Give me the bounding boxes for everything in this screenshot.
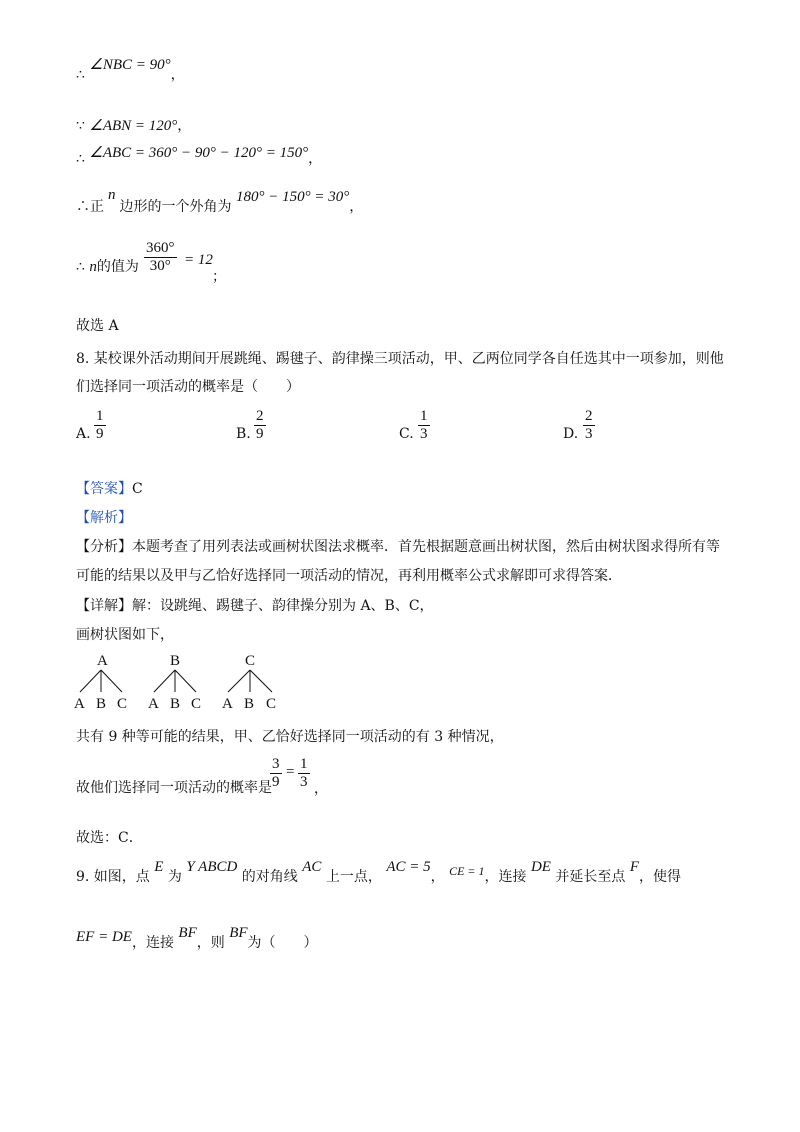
numerator: 3 — [272, 756, 280, 772]
tree-c — [222, 653, 276, 712]
option-c-fraction — [418, 408, 430, 443]
fraction-360-over-30 — [144, 240, 177, 275]
therefore-symbol: ∴ — [76, 67, 85, 83]
angle-expression: ∠NBC = 90° — [89, 57, 171, 73]
text: 边形的一个外角为 — [119, 199, 232, 215]
option-c-letter: C. — [399, 426, 414, 442]
detail-line-1 — [76, 595, 434, 615]
punctuation: ， — [308, 151, 323, 167]
tree-leaf-a: A — [74, 696, 85, 712]
text: 正 — [90, 199, 104, 215]
because-symbol: ∵ — [76, 118, 85, 134]
text: 并延长至点 — [555, 869, 626, 885]
numerator: 1 — [96, 408, 104, 424]
tree-root-b: B — [170, 653, 181, 669]
fenxi-tag: 【分析】 — [76, 539, 132, 555]
tree-root-c: C — [245, 653, 256, 669]
text: ，使得 — [639, 869, 682, 885]
angle-expression: 180° − 150° = 30° — [235, 189, 350, 205]
numerator: 1 — [300, 756, 308, 772]
angle-expression: ∠ABC = 360° − 90° − 120° = 150° — [89, 145, 309, 161]
question-9-line-2 — [76, 925, 318, 952]
denominator: 3 — [420, 426, 428, 442]
branch — [228, 670, 250, 692]
text: ，连接 — [484, 869, 527, 885]
segment-bf: BF — [229, 925, 248, 941]
detail-tag: 【详解】 — [76, 598, 132, 614]
answer-value: C — [132, 481, 143, 497]
solution-line-2 — [76, 115, 191, 135]
option-b-fraction — [254, 408, 266, 443]
punctuation: ， — [177, 118, 192, 134]
tree-leaf-a: A — [148, 696, 159, 712]
detail-line-3: 共有 9 种等可能的结果，甲、乙恰好选择同一项活动的有 3 种情况， — [76, 729, 504, 745]
denominator: 3 — [585, 426, 593, 442]
text: 为 — [167, 869, 182, 885]
text: ，则 — [196, 935, 225, 951]
punctuation: ， — [314, 781, 328, 797]
detail-line-4: 故他们选择同一项活动的概率是 — [76, 780, 272, 796]
option-b-letter: B. — [236, 426, 251, 442]
point-e: E — [154, 859, 164, 875]
therefore-symbol: ∴ — [76, 151, 85, 167]
text: ， — [430, 869, 445, 885]
tree-leaf-c: C — [266, 696, 277, 712]
option-a-fraction — [94, 408, 106, 443]
option-d-letter: D. — [563, 426, 579, 442]
denominator: 30° — [149, 258, 171, 274]
text: ，连接 — [131, 935, 174, 951]
ac-equals-5: AC = 5 — [386, 859, 431, 875]
ce-equals-1: CE = 1 — [449, 864, 485, 878]
denominator: 3 — [300, 774, 308, 790]
ef-equals-de: EF = DE — [76, 929, 132, 945]
parallelogram-abcd: Y ABCD — [186, 859, 238, 875]
tree-a — [74, 653, 127, 712]
numerator: 360° — [146, 240, 175, 256]
numerator: 2 — [256, 408, 264, 424]
tree-leaf-c: C — [191, 696, 202, 712]
question-8-line-1: 8. 某校课外活动期间开展跳绳、踢毽子、韵律操三项活动，甲、乙两位同学各自任选其中一项参加，则他 — [76, 351, 724, 367]
choice-line: 故选 A — [76, 318, 119, 334]
denominator: 9 — [272, 774, 280, 790]
therefore-symbol: ∴ — [76, 259, 85, 275]
tree-b — [148, 653, 201, 712]
text: 的值为 — [96, 259, 139, 275]
analysis-tag: 【解析】 — [76, 510, 132, 526]
variable-n: n — [108, 187, 116, 203]
text: 为（ ） — [247, 935, 318, 951]
tree-root-a: A — [97, 653, 108, 669]
text: 解：设跳绳、踢毽子、韵律操分别为 A、B、C， — [132, 598, 434, 614]
text: 的对角线 — [241, 869, 298, 885]
point-f: F — [629, 859, 640, 875]
branch — [101, 670, 122, 692]
punctuation: ， — [170, 67, 185, 83]
option-a-letter: A. — [76, 426, 91, 442]
equals-12: = 12 — [184, 252, 213, 268]
fraction-3-over-9 — [270, 756, 282, 791]
tree-leaf-b: B — [170, 696, 181, 712]
choice-line: 故选：C． — [76, 830, 143, 846]
solution-line-3 — [76, 145, 323, 168]
angle-expression: ∠ABN = 120° — [89, 118, 178, 134]
equals-sign: = — [286, 764, 295, 780]
tree-leaf-a: A — [222, 696, 233, 712]
punctuation: ， — [349, 199, 364, 215]
tree-leaf-b: B — [96, 696, 107, 712]
text: 9. 如图，点 — [76, 869, 150, 885]
detail-line-2: 画树状图如下， — [76, 627, 174, 643]
analysis-line-2: 可能的结果以及甲与乙恰好选择同一项活动的情况，再利用概率公式求解即可求得答案． — [76, 568, 622, 584]
tree-leaf-b: B — [244, 696, 255, 712]
branch — [80, 670, 101, 692]
tree-diagram — [70, 650, 300, 714]
segment-ac: AC — [302, 859, 322, 875]
branch — [250, 670, 272, 692]
solution-line-1 — [76, 57, 185, 84]
denominator: 9 — [256, 426, 264, 442]
analysis-line-1 — [76, 536, 720, 556]
text: 上一点， — [325, 869, 382, 885]
solution-line-4 — [76, 187, 364, 216]
denominator: 9 — [96, 426, 104, 442]
solution-line-5 — [76, 256, 139, 276]
numerator: 2 — [585, 408, 593, 424]
tree-leaf-c: C — [117, 696, 128, 712]
segment-de: DE — [530, 859, 551, 875]
fraction-1-over-3 — [298, 756, 310, 791]
numerator: 1 — [420, 408, 428, 424]
segment-bf: BF — [178, 925, 197, 941]
text: 本题考查了用列表法或画树状图法求概率．首先根据题意画出树状图，然后由树状图求得所有等 — [132, 539, 720, 555]
punctuation: ； — [212, 269, 226, 285]
answer-tag: 【答案】 — [76, 481, 132, 497]
answer-line — [76, 478, 143, 498]
branch — [175, 670, 196, 692]
variable-n: n — [89, 259, 97, 275]
option-d-fraction — [583, 408, 595, 443]
question-9-line-1 — [76, 859, 682, 886]
therefore-symbol: ∴ — [76, 199, 90, 215]
question-8-line-2: 们选择同一项活动的概率是（ ） — [76, 379, 300, 395]
branch — [154, 670, 175, 692]
